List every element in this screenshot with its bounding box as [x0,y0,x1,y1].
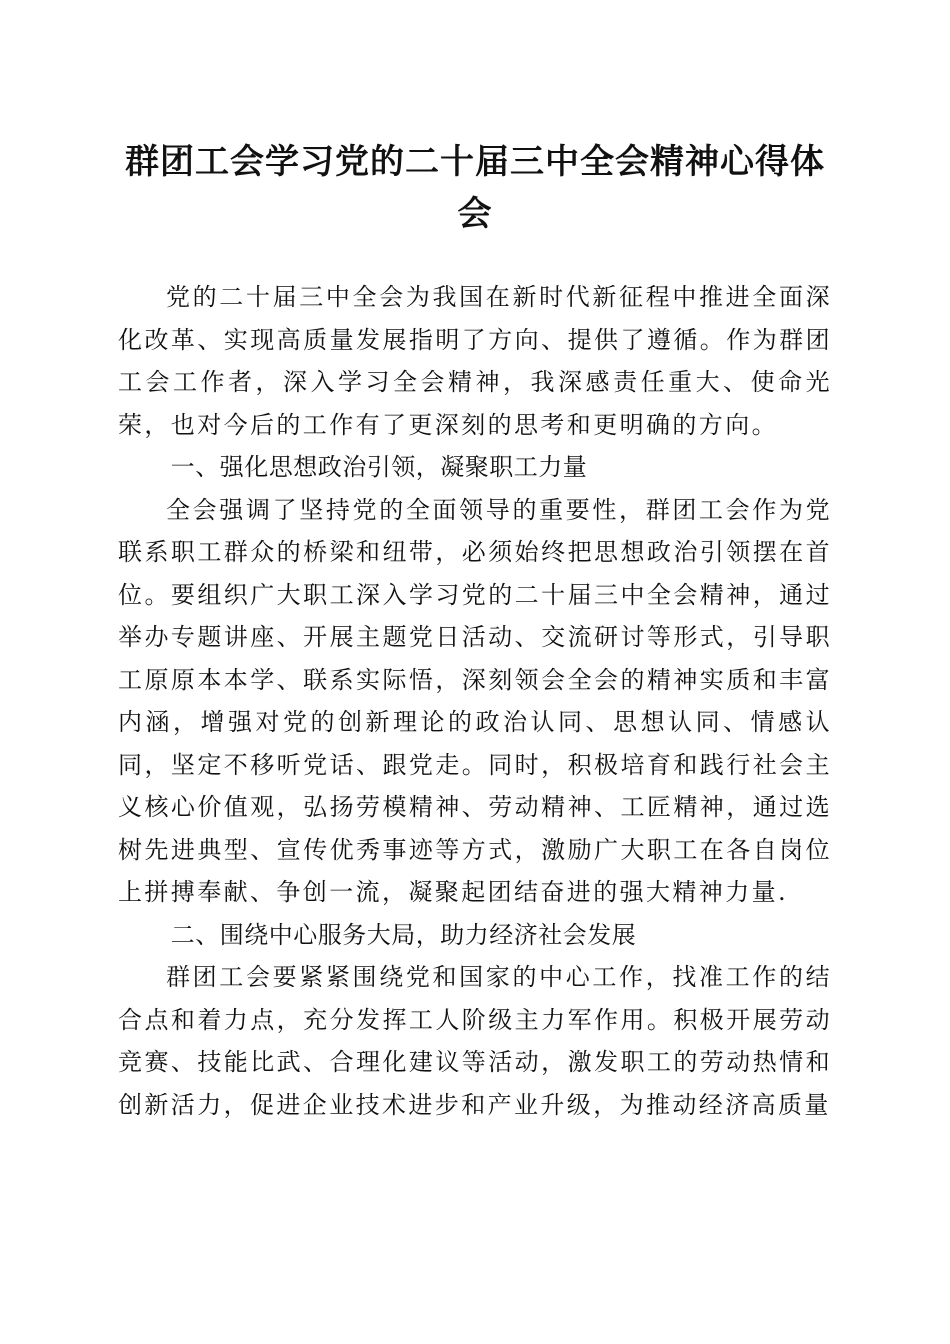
document-body [118,276,832,1126]
document-title: 群团工会学习党的二十届三中全会精神心得体会 [125,142,825,234]
section-paragraph-1: 全会强调了坚持党的全面领导的重要性，群团工会作为党联系职工群众的桥梁和纽带，必须始终把思想政治引领摆在首位。要组织广大职工深入学习党的二十届三中全会精神，通过举办专题讲座、开展主题党日活动、交流研讨等形式，引导职工原原本本学、联系实际悟，深刻领会全会的精神实质和丰富内涵，增强对党的创新理论的政治认同、思想认同、情感认同，坚定不移听党话、跟党走。同时，积极培育和践行社会主义核心价值观，弘扬劳模精神、劳动精神、工匠精神，通过选树先进典型、宣传优秀事迹等方式，激励广大职工在各自岗位上拼搏奉献、争创一流，凝聚起团结奋进的强大精神力量. [118,495,832,906]
section-heading-1: 一、强化思想政治引领，凝聚职工力量 [170,453,588,481]
intro-paragraph: 党的二十届三中全会为我国在新时代新征程中推进全面深化改革、实现高质量发展指明了方向、提供了遵循。作为群团工会工作者，深入学习全会精神，我深感责任重大、使命光荣，也对今后的工作有了更深刻的思考和更明确的方向。 [118,283,832,439]
section-heading-2: 二、围绕中心服务大局，助力经济社会发展 [170,920,637,949]
section-paragraph-2: 群团工会要紧紧围绕党和国家的中心工作，找准工作的结合点和着力点，充分发挥工人阶级主力军作用。积极开展劳动竞赛、技能比武、合理化建议等活动，激发职工的劳动热情和创新活力，促进企业技术进步和产业升级，为推动经济高质量 [118,963,832,1119]
